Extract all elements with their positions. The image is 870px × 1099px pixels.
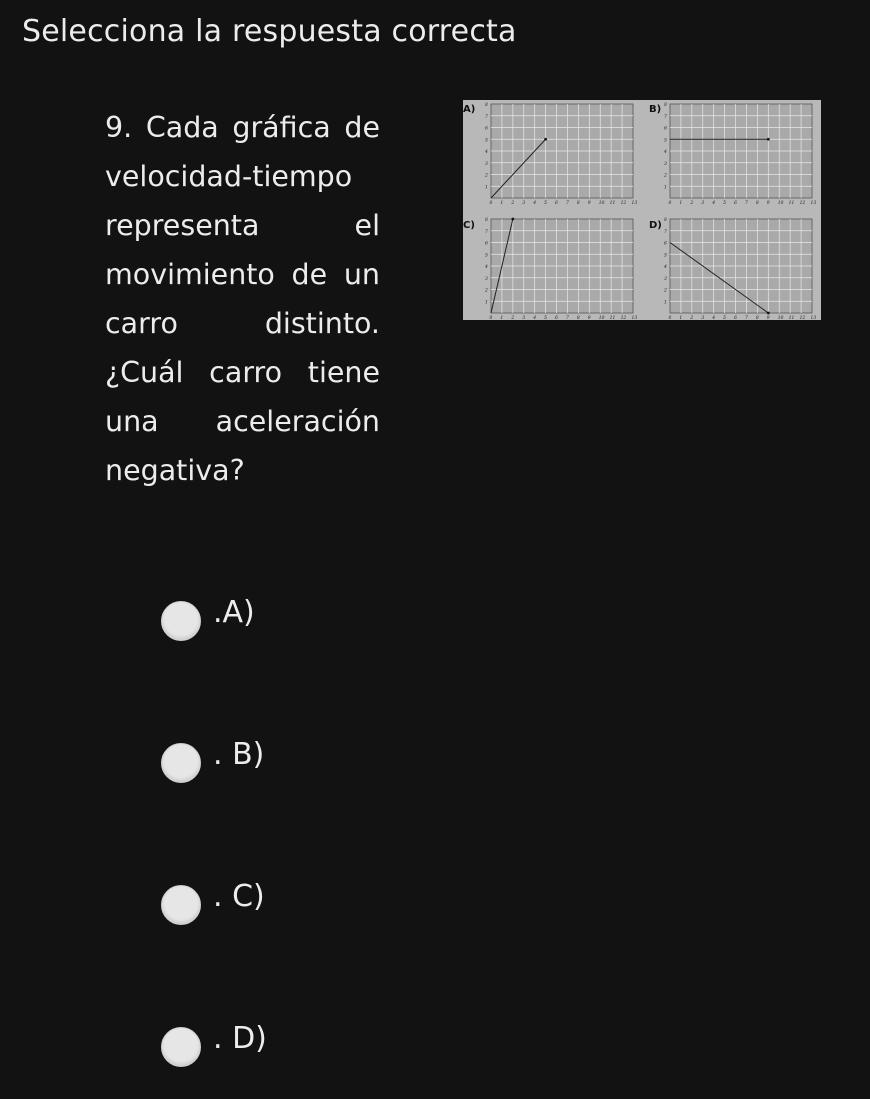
x-tick-label: 3 (522, 201, 526, 206)
x-tick-label: 4 (533, 201, 537, 206)
y-tick-label: 1 (664, 185, 667, 191)
y-tick-label: 5 (485, 138, 488, 144)
x-tick-label: 12 (620, 316, 627, 320)
x-tick-label: 12 (620, 201, 627, 206)
x-tick-label: 0 (668, 201, 672, 206)
y-tick-label: 4 (485, 150, 488, 155)
x-tick-label: 5 (723, 316, 726, 320)
graph-panel-b (649, 102, 816, 206)
graph-panel-d (649, 217, 816, 320)
y-tick-label: 3 (664, 161, 667, 167)
y-tick-label: 2 (664, 288, 667, 294)
y-tick-label: 1 (485, 185, 488, 191)
x-tick-label: 3 (701, 316, 705, 320)
x-tick-label: 10 (777, 316, 784, 320)
option-a[interactable] (161, 594, 255, 645)
y-tick-label: 2 (485, 173, 488, 179)
y-tick-label: 6 (664, 126, 667, 132)
x-tick-label: 13 (810, 201, 817, 206)
y-tick-label: 7 (664, 114, 667, 120)
option-label: .A) (213, 594, 255, 630)
x-tick-label: 6 (734, 201, 737, 206)
y-tick-label: 5 (664, 138, 667, 144)
x-tick-label: 11 (788, 316, 795, 320)
y-tick-label: 6 (485, 126, 488, 132)
endpoint-dot (511, 218, 514, 221)
velocity-time-graphs-figure (463, 100, 821, 320)
y-tick-label: 1 (664, 300, 667, 306)
y-tick-label: 7 (664, 229, 667, 235)
x-tick-label: 10 (598, 316, 605, 320)
y-tick-label: 3 (485, 276, 488, 282)
x-tick-label: 12 (799, 201, 806, 206)
x-tick-label: 1 (679, 316, 683, 320)
y-tick-label: 8 (485, 103, 488, 108)
x-tick-label: 0 (668, 316, 672, 320)
y-tick-label: 4 (485, 265, 488, 270)
x-tick-label: 2 (511, 201, 515, 206)
x-tick-label: 9 (766, 316, 770, 320)
x-tick-label: 4 (712, 316, 716, 320)
x-tick-label: 4 (533, 316, 537, 320)
y-tick-label: 7 (485, 229, 488, 235)
x-tick-label: 7 (744, 201, 748, 206)
x-tick-label: 11 (609, 316, 616, 320)
y-tick-label: 4 (664, 150, 667, 155)
radio-circle-icon[interactable] (161, 743, 201, 783)
x-tick-label: 7 (744, 316, 748, 320)
x-tick-label: 1 (679, 201, 683, 206)
x-tick-label: 7 (565, 201, 569, 206)
graph-panel-a (463, 102, 637, 206)
x-tick-label: 8 (755, 316, 759, 320)
x-tick-label: 5 (544, 201, 547, 206)
x-tick-label: 13 (631, 201, 638, 206)
y-tick-label: 8 (485, 218, 488, 223)
instruction-title: Selecciona la respuesta correcta (22, 14, 517, 49)
x-tick-label: 5 (544, 316, 547, 320)
y-tick-label: 1 (485, 300, 488, 306)
endpoint-dot (767, 312, 770, 315)
y-tick-label: 7 (485, 114, 488, 120)
option-b[interactable] (161, 736, 265, 787)
y-tick-label: 8 (664, 218, 667, 223)
x-tick-label: 9 (587, 316, 591, 320)
x-tick-label: 4 (712, 201, 716, 206)
x-tick-label: 11 (788, 201, 795, 206)
x-tick-label: 9 (766, 201, 770, 206)
x-tick-label: 13 (631, 316, 638, 320)
x-tick-label: 11 (609, 201, 616, 206)
panel-label: B) (649, 104, 662, 115)
x-tick-label: 13 (810, 316, 817, 320)
option-c[interactable] (161, 878, 265, 929)
option-label: . B) (213, 736, 265, 772)
x-tick-label: 6 (555, 316, 558, 320)
y-tick-label: 5 (485, 253, 488, 259)
x-tick-label: 6 (555, 201, 558, 206)
x-tick-label: 0 (489, 316, 493, 320)
option-d[interactable] (161, 1020, 267, 1071)
x-tick-label: 6 (734, 316, 737, 320)
y-tick-label: 6 (485, 241, 488, 247)
y-tick-label: 3 (664, 276, 667, 282)
x-tick-label: 2 (690, 201, 694, 206)
x-tick-label: 2 (511, 316, 515, 320)
endpoint-dot (767, 138, 770, 141)
x-tick-label: 8 (576, 201, 580, 206)
y-tick-label: 2 (485, 288, 488, 294)
endpoint-dot (544, 138, 547, 141)
y-tick-label: 3 (485, 161, 488, 167)
radio-circle-icon[interactable] (161, 885, 201, 925)
y-tick-label: 6 (664, 241, 667, 247)
x-tick-label: 12 (799, 316, 806, 320)
x-tick-label: 8 (576, 316, 580, 320)
x-tick-label: 1 (500, 316, 504, 320)
x-tick-label: 3 (522, 316, 526, 320)
graph-panel-c (463, 217, 637, 320)
y-tick-label: 2 (664, 173, 667, 179)
x-tick-label: 5 (723, 201, 726, 206)
x-tick-label: 9 (587, 201, 591, 206)
y-tick-label: 8 (664, 103, 667, 108)
x-tick-label: 10 (777, 201, 784, 206)
question-text: 9. Cada gráfica de velocidad-tiempo representa el movimiento de un carro distinto. ¿Cuál carro tiene una aceleración negativa? (105, 111, 380, 487)
option-label: . D) (213, 1020, 267, 1056)
y-tick-label: 5 (664, 253, 667, 259)
x-tick-label: 10 (598, 201, 605, 206)
radio-circle-icon[interactable] (161, 1027, 201, 1067)
radio-circle-icon[interactable] (161, 601, 201, 641)
y-tick-label: 4 (664, 265, 667, 270)
x-tick-label: 7 (565, 316, 569, 320)
x-tick-label: 0 (489, 201, 493, 206)
panel-label: C) (463, 220, 475, 231)
x-tick-label: 2 (690, 316, 694, 320)
x-tick-label: 8 (755, 201, 759, 206)
x-tick-label: 3 (701, 201, 705, 206)
panel-label: A) (463, 104, 476, 115)
x-tick-label: 1 (500, 201, 504, 206)
option-label: . C) (213, 878, 265, 914)
panel-label: D) (649, 220, 662, 231)
